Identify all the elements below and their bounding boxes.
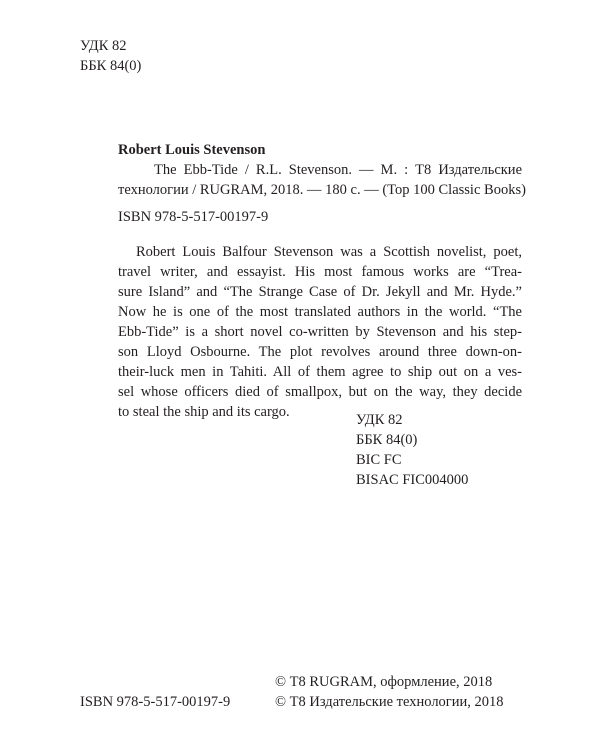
annotation-line: Robert Louis Balfour Stevenson was a Scottish novelist, poet,: [136, 244, 522, 260]
copyright-publisher: © Т8 Издательские технологии, 2018: [275, 694, 504, 710]
annotation-line: to steal the ship and its cargo.: [118, 404, 290, 420]
bic-code: BIC FC: [356, 452, 402, 468]
annotation-line: son Lloyd Osbourne. The plot revolves around three down-on-: [118, 344, 522, 360]
annotation-line: sure Island” and “The Strange Case of Dr. Jekyll and Mr. Hyde.”: [118, 284, 522, 300]
bisac-code: BISAC FIC004000: [356, 472, 469, 488]
author-name: Robert Louis Stevenson: [118, 142, 266, 158]
bbk-code: ББК 84(0): [356, 432, 418, 448]
copyright-notices: [275, 672, 504, 712]
annotation-line: their-luck men in Tahiti. All of them agree to ship out on a ves-: [118, 364, 522, 380]
classification-codes-top: [80, 36, 141, 76]
biblio-line-2: технологии / RUGRAM, 2018. — 180 с. — (Top 100 Classic Books): [118, 182, 526, 198]
annotation-line: Now he is one of the most translated authors in the world. “The: [118, 304, 522, 320]
annotation-line: travel writer, and essayist. His most famous works are “Trea-: [118, 264, 522, 280]
bbk-code: ББК 84(0): [80, 58, 142, 74]
annotation-line: Ebb-Tide” is a short novel co-written by Stevenson and his step-: [118, 324, 522, 340]
udk-code: УДК 82: [80, 38, 127, 54]
copyright-design: © Т8 RUGRAM, оформление, 2018: [275, 674, 493, 690]
biblio-line-1: The Ebb-Tide / R.L. Stevenson. — М. : Т8 Издательские: [154, 162, 522, 178]
bibliographic-record: [118, 160, 526, 200]
isbn-footer: ISBN 978-5-517-00197-9: [80, 694, 231, 710]
annotation: [118, 242, 522, 422]
udk-code: УДК 82: [356, 412, 403, 428]
annotation-line: sel whose officers died of smallpox, but on the way, they decide: [118, 384, 522, 400]
classification-codes-right: [356, 410, 468, 490]
isbn-main: ISBN 978-5-517-00197-9: [118, 209, 269, 225]
